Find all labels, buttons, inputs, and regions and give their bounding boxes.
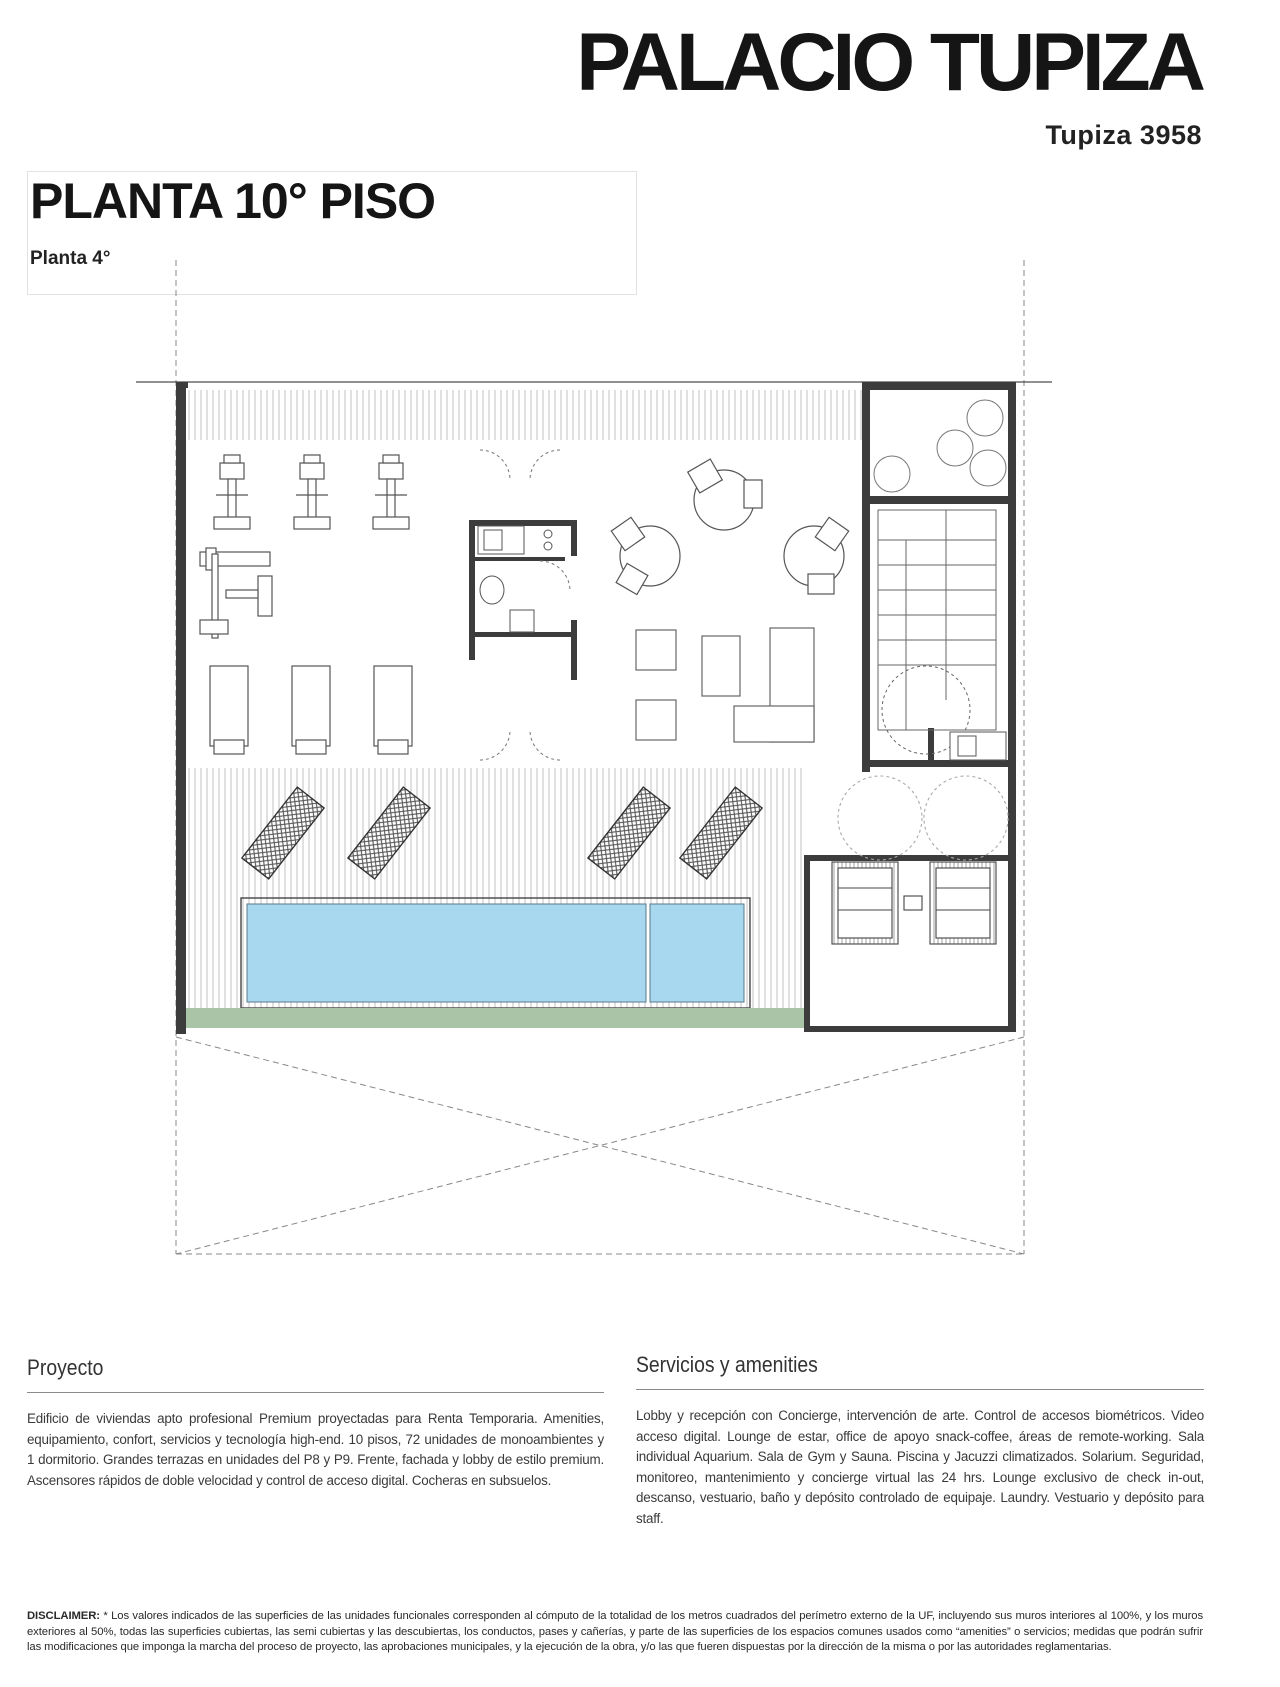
garden-strip xyxy=(186,1008,804,1028)
project-heading: Proyecto xyxy=(27,1355,104,1380)
cafe-tables xyxy=(611,459,848,594)
services-divider xyxy=(636,1389,1204,1390)
project-name: PALACIO TUPIZA xyxy=(576,17,1202,108)
lounge-furniture xyxy=(636,628,814,742)
planters xyxy=(874,400,1006,492)
services-section xyxy=(636,1352,1204,1529)
project-section xyxy=(27,1355,604,1491)
service-shaft xyxy=(950,732,1006,760)
deck-top xyxy=(186,390,864,440)
services-description: Lobby y recepción con Concierge, intervención de arte. Control de accesos biométricos. Video acceso digital. Lounge de estar, office de apoyo snack-coffee, áreas de remote-working. Sala individual Aquarium. Sala de Gym y Sauna. Piscina y Jacuzzi climatizados. Solarium. Seguridad, monitoreo, mantenimiento y concierge virtual las 24 hrs. Lounge exclusivo de check in-out, descanso, vestuario, baño y depósito controlado de equipaje. Laundry. Vestuario y depósito para staff. xyxy=(636,1408,1204,1526)
gym-bikes xyxy=(214,455,409,529)
pool xyxy=(241,898,750,1008)
project-description: Edificio de viviendas apto profesional Premium proyectadas para Renta Temporaria. Amenities, equipamiento, confort, servicios y tecnología high-end. 10 pisos, 72 unidades de monoambientes y 1 dormitorio. Grandes terrazas en unidades del P8 y P9. Frente, fachada y lobby de estilo premium. Ascensores rápidos de doble velocidad y control de acceso digital. Cocheras en subsuelos. xyxy=(27,1411,604,1488)
doors xyxy=(480,450,570,760)
plan-subtitle: Planta 4° xyxy=(30,248,111,269)
disclaimer xyxy=(27,1609,1203,1656)
disclaimer-label: DISCLAIMER: xyxy=(27,1610,100,1622)
services-heading: Servicios y amenities xyxy=(636,1352,818,1377)
kitchenette xyxy=(478,526,552,632)
weight-bench xyxy=(200,548,272,638)
disclaimer-text: * Los valores indicados de las superficies de las unidades funcionales corresponden al cómputo de la totalidad de los metros cuadrados del perímetro externo de la UF, incluyendo sus muros interiores al 100%, y los muros exteriores al 50%, todas las superficies cubiertas, las semi cubiertas y las descubiertas, los conductos, pases y cañerías, y parte de las superficies de los espacios comunes usados como “amenities” o servicios; medidas que podrán sufrir las modificaciones que imponga la marcha del proceso de proyecto, las aprobaciones municipales, y la ejecución de la obra, y/o las que fueren dispuestas por la dirección de la misma o por las autoridades reglamentarias. xyxy=(27,1610,1203,1653)
plan-title: PLANTA 10° PISO xyxy=(30,173,436,229)
staircase xyxy=(878,510,996,754)
project-divider xyxy=(27,1392,604,1393)
gym-loungers xyxy=(210,666,412,754)
project-address: Tupiza 3958 xyxy=(1045,120,1202,150)
